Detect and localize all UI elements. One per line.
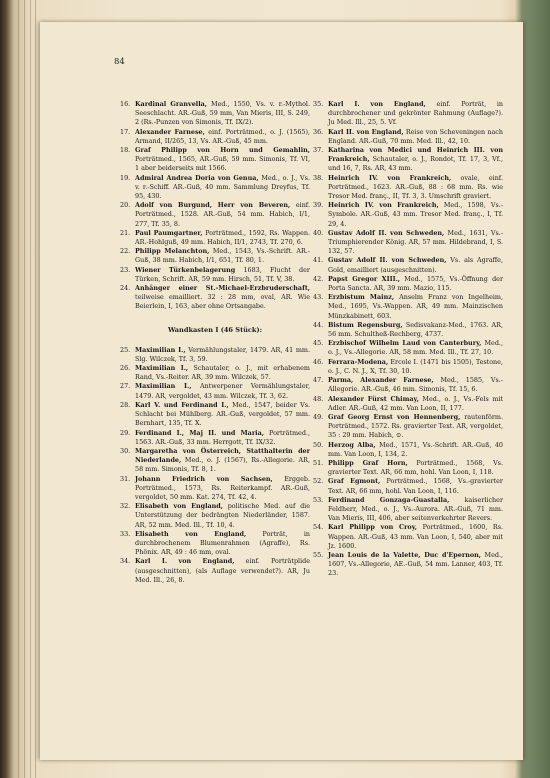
- entry-description: einf. Porträt, in durchbrochener und gekrönter Rahmung (Auflage?). Ju Med. Ill., 25, 5. Vf.: [328, 100, 503, 127]
- entry-number: 33.: [120, 529, 131, 538]
- catalog-entry: [313, 256, 503, 274]
- catalog-entry: [120, 100, 310, 128]
- entry-text: [135, 364, 310, 382]
- catalog-entry: [313, 413, 503, 441]
- entry-number: 20.: [120, 201, 131, 210]
- entry-description: einf. Porträtmed., o. J. (1565), Armand, II/265, 13, Vs. AR.-Guß, 45 mm.: [135, 127, 310, 145]
- entry-description: Med., 1571, Vs.-Schrift. AR.-Guß, 40 mm. Van Loon, I, 134, 2.: [328, 440, 503, 458]
- entry-text: [328, 100, 503, 128]
- entry-description: kaiserlicher Feldherr, Med., o. J., Vs.-Aurora. AR.-Guß, 71 mm. Van Mieris, III, 406, aber seitenverkehrter Revers.: [328, 495, 504, 523]
- catalog-entry: [313, 293, 503, 321]
- entry-name: Kardinal Granvella,: [135, 100, 207, 108]
- catalog-entry: [313, 201, 503, 229]
- catalog-entry: [120, 447, 310, 475]
- entry-description: Porträt, in durchbrochenem Blumenrahmen (Agraffe), Rs. Phönix. AR, 49 : 46 mm, oval.: [135, 529, 310, 557]
- entry-number: 29.: [120, 428, 131, 437]
- entry-number: 28.: [120, 400, 131, 409]
- entry-name: Karl I. von England,: [328, 100, 426, 108]
- entry-text: [135, 266, 310, 284]
- page-edge: [24, 0, 25, 778]
- entry-description: einf. Porträtplide (ausgeschnitten), (als Auflage verwendet?). AR, Ju Med. Ill., 26, 8.: [135, 557, 310, 584]
- entry-description: Med., 1575, Vs.-Öffnung der Porta Sancta. AR, 39 mm. Mazio, 115.: [328, 274, 503, 293]
- catalog-entry: [120, 530, 310, 558]
- entry-description: Porträtmed., 1568, Vs. gravierter Text. AR, 66 mm, hohl. Van Loon, I, 118.: [328, 458, 503, 477]
- entry-list-b: [120, 346, 310, 585]
- entry-description: Porträtmed., 1565, AR.-Guß, 59 mm. Simonis, Tf. VI, 1 aber beiderseits mit 1566.: [135, 155, 310, 173]
- entry-number: 23.: [120, 265, 131, 274]
- entry-number: 32.: [120, 502, 131, 511]
- entry-description: politische Med. auf die Unterstützung der bedrängten Niederländer, 1587. AR, 52 mm. Med. Ill., Tf. 10, 4.: [135, 502, 310, 529]
- entry-number: 30.: [120, 446, 131, 455]
- entry-description: Med., 1631, Vs.-Triumphierender König. AR, 57 mm. Hildebrand, I, S. 132, 57.: [328, 228, 503, 256]
- entry-name: Graf Georg Ernst von Hennenberg,: [328, 412, 461, 421]
- entry-description: ovale, einf. Porträtmed., 1623. AR.-Guß, 88 : 68 mm. Rs. wie Tresor Med. franç., II, Tf. 3, 3. Umschrift graviert.: [328, 173, 503, 201]
- entry-name: Philipp Melanchton,: [135, 247, 210, 256]
- entry-description: Med., 1585, Vs.-Allegorie. AR.-Guß, 46 mm. Simonis, Tf. 15, 6.: [328, 376, 503, 394]
- entry-description: Med., 1550, Vs. v. r.-Mythol. Seeschlacht. AR.-Guß, 59 mm, Van Mieris, III, S. 249, 2 (Rs.-Punzen von Simonis, Tf. IX/2).: [135, 100, 310, 127]
- entry-description: Med., o. J. (1567), Rs.-Allegorie. AR, 58 mm. Simonis, Tf. 8, 1.: [135, 456, 310, 474]
- entry-description: Antwerpener Vermählungstaler, 1479. AR, vergoldet, 43 mm. Wilczek, Tf. 3, 62.: [135, 382, 311, 400]
- entry-number: 49.: [313, 412, 324, 421]
- entry-text: [135, 530, 310, 558]
- catalog-entry: [313, 146, 503, 174]
- entry-name: Adolf von Burgund, Herr von Beveren,: [135, 201, 291, 210]
- catalog-entry: [313, 174, 503, 202]
- entry-text: [135, 247, 310, 265]
- entry-text: [135, 128, 310, 146]
- catalog-entry: [313, 395, 503, 413]
- entry-name: Gustav Adolf II. von Schweden,: [328, 256, 447, 265]
- entry-name: Margaretha von Österreich, Statthalterin der Niederlande,: [135, 446, 310, 465]
- entry-name: Elisabeth von England,: [135, 529, 247, 538]
- entry-number: 50.: [313, 440, 324, 449]
- entry-name: Anhänger einer St.-Michael-Erzbruderschaft,: [135, 284, 310, 293]
- entry-description: Reise von Scheveningen nach England. AR.-Guß, 70 mm. Med. Ill., 42, 10.: [328, 127, 503, 145]
- catalog-entry: [120, 247, 310, 265]
- entry-name: Elisabeth von England,: [135, 502, 223, 511]
- entry-text: [135, 382, 310, 400]
- entry-description: teilweise emailliert. 32 : 28 mm, oval, AR. Wie Beierlein, I, 163, aber ohne Ortsangabe.: [135, 293, 310, 311]
- entry-description: Med., o. J., Vs.-Fels mit Adler. AR.-Guß, 42 mm. Van Loon, II, 177.: [328, 394, 503, 412]
- catalog-entry: [313, 477, 503, 495]
- catalog-entry: [120, 557, 310, 585]
- catalog-entry: [313, 321, 503, 339]
- entry-description: Anselm Franz von Ingelheim, Med., 1695, Vs.-Wappen. AR, 49 mm. Mainzischen Münzkabinett, 603.: [328, 293, 503, 320]
- entry-text: [135, 146, 310, 174]
- entry-number: 42.: [313, 274, 324, 283]
- catalog-entry: [120, 201, 310, 229]
- entry-number: 16.: [120, 100, 131, 108]
- entry-number: 52.: [313, 477, 324, 486]
- catalog-entry: [120, 382, 310, 400]
- entry-name: Ferdinand I., Maj II. und Maria,: [135, 428, 264, 437]
- entry-name: Admiral Andrea Doria von Genua,: [135, 173, 259, 182]
- entry-name: Gustav Adolf II. von Schweden,: [328, 228, 445, 237]
- entry-number: 46.: [313, 357, 324, 366]
- entry-number: 24.: [120, 284, 131, 293]
- entry-description: Vermählungstaler, 1479. AR, 41 mm. Slg. Wilczek, Tf. 3, 59.: [135, 345, 310, 363]
- catalog-entry: [313, 339, 503, 357]
- entry-text: [328, 523, 503, 551]
- entry-number: 37.: [313, 146, 324, 155]
- entry-description: Med., o. J., Vs. v. r.-Schiff. AR.-Guß, 40 mm. Sammlung Dreyfus, Tf. 95, 430.: [135, 173, 310, 201]
- entry-text: [135, 201, 310, 229]
- entry-text: [328, 551, 503, 579]
- entry-name: Karl Philipp von Croy,: [328, 523, 418, 532]
- entry-name: Ferrara-Modena,: [328, 357, 389, 366]
- page-number: 84: [114, 57, 125, 67]
- entry-name: Erzbischof Wilhelm Laud von Canterbury,: [328, 339, 482, 348]
- entry-text: [328, 321, 503, 339]
- entry-number: 51.: [313, 458, 324, 467]
- entry-number: 55.: [313, 550, 324, 559]
- entry-text: [135, 475, 310, 503]
- catalog-entry: [313, 358, 503, 376]
- entry-number: 34.: [120, 557, 131, 566]
- entry-number: 19.: [120, 173, 131, 182]
- catalog-entry: [313, 496, 503, 524]
- entry-text: [135, 284, 310, 312]
- entry-text: [328, 496, 503, 524]
- page-edge: [35, 0, 36, 778]
- entry-name: Parma, Alexander Farnese,: [328, 376, 434, 385]
- page-edge: [30, 0, 31, 778]
- catalog-entry: [313, 459, 503, 477]
- entry-number: 22.: [120, 247, 131, 256]
- entry-number: 47.: [313, 376, 324, 385]
- catalog-entry: [313, 100, 503, 128]
- entry-description: Ercole I. (1471 bis 1505), Testone, o. J., C. N. J., X, Tf. 30, 10.: [328, 357, 503, 375]
- entry-text: [135, 502, 310, 530]
- entry-description: einf. Porträtmed., 1528. AR.-Guß, 54 mm. Habich, I/1, 277, Tf. 35, 8.: [135, 201, 310, 228]
- entry-number: 53.: [313, 495, 324, 504]
- entry-text: [328, 339, 503, 357]
- entry-description: Vs. als Agraffe, Gold, emailliert (ausgeschnitten).: [328, 256, 503, 274]
- entry-description: Porträtmed., 1592, Rs. Wappen. AR.-Hohlguß, 49 mm. Habich, II/1, 2743, Tf. 270, 6.: [135, 228, 311, 247]
- entry-name: Jean Louis de la Valette, Duc d'Epernon,: [328, 550, 481, 559]
- catalog-entry: [120, 364, 310, 382]
- entry-description: Med., 1607, Vs.-Allegorie, AE.-Guß, 54 mm. Lanner, 403, Tf. 23.: [328, 550, 504, 578]
- entry-number: 48.: [313, 394, 324, 403]
- entry-text: [328, 146, 503, 174]
- entry-text: [328, 256, 503, 274]
- entry-number: 27.: [120, 382, 131, 391]
- entry-text: [135, 174, 310, 202]
- catalog-entry: [120, 128, 310, 146]
- entry-number: 38.: [313, 173, 324, 182]
- left-column: [120, 100, 310, 585]
- catalog-entry: [120, 266, 310, 284]
- entry-description: Porträtmed., 1563. AR.-Guß, 33 mm. Herrgott, Tf. IX/32.: [135, 428, 310, 446]
- catalog-entry: [120, 174, 310, 202]
- entry-number: 26.: [120, 364, 131, 373]
- catalog-entry: [313, 275, 503, 293]
- entry-description: 1683, Flucht der Türken, Schrift. AR, 59 mm. Hirsch, 51, Tf. V, 38.: [135, 265, 310, 283]
- catalog-entry: [120, 146, 310, 174]
- entry-number: 21.: [120, 228, 131, 237]
- entry-description: Med., 1598, Vs.-Symbole. AR.-Guß, 43 mm. Tresor Med. franç., I, Tf. 29, 4.: [328, 201, 503, 228]
- entry-name: Herzog Alba,: [328, 440, 376, 449]
- entry-text: [135, 100, 310, 128]
- entry-name: Johann Friedrich von Sachsen,: [135, 474, 273, 483]
- catalog-entry: [313, 441, 503, 459]
- entry-number: 35.: [313, 100, 324, 108]
- right-column: [313, 100, 503, 579]
- catalog-entry: [313, 128, 503, 146]
- entry-text: [328, 201, 503, 229]
- entry-name: Papst Gregor XIII.,: [328, 274, 401, 283]
- entry-name: Maximilian I.,: [135, 345, 186, 354]
- entry-name: Karl V. und Ferdinand I.,: [135, 400, 229, 409]
- entry-number: 25.: [120, 345, 131, 354]
- entry-name: Bistum Regensburg,: [328, 320, 403, 329]
- entry-name: Graf Philipp von Horn und Gemahlin,: [135, 146, 310, 155]
- entry-name: Wiener Türkenbelagerung: [135, 265, 236, 274]
- entry-text: [328, 376, 503, 394]
- entry-name: Maximilian I.,: [135, 382, 192, 391]
- entry-text: [328, 128, 503, 146]
- entry-number: 36.: [313, 127, 324, 136]
- entry-text: [328, 413, 503, 441]
- entry-text: [328, 441, 503, 459]
- entry-number: 18.: [120, 146, 131, 155]
- entry-description: Med., 1547, beider Vs. Schlacht bei Mühlberg. AR.-Guß, vergoldet, 57 mm. Bernhart, 135, Tf. X.: [135, 400, 310, 428]
- entry-name: Philipp Graf Horn,: [328, 458, 408, 467]
- catalog-entry: [120, 229, 310, 247]
- entry-description: Schautaler, o. J., Rondot, Tf. 17, 3, Vf., und 16, 7, Rs. AR, 43 mm.: [328, 155, 503, 173]
- entry-text: [328, 229, 503, 257]
- catalog-entry: [120, 429, 310, 447]
- entry-name: Graf Egmont,: [328, 477, 381, 486]
- catalog-entry: [313, 523, 503, 551]
- catalog-entry: [120, 502, 310, 530]
- entry-text: [135, 229, 310, 247]
- entry-text: [328, 293, 503, 321]
- entry-list-a: [120, 100, 310, 312]
- catalog-entry: [313, 376, 503, 394]
- entry-description: rautenförm. Porträtmed., 1572. Rs. gravierter Text. AR, vergoldet, 35 : 29 mm. Habich, ⊙.: [328, 412, 503, 440]
- catalog-entry: [120, 346, 310, 364]
- entry-name: Heinrich IV. von Frankreich,: [328, 173, 452, 182]
- entry-name: Karl II. von England,: [328, 127, 404, 136]
- entry-text: [135, 447, 310, 475]
- entry-number: 40.: [313, 228, 324, 237]
- entry-number: 54.: [313, 523, 324, 532]
- entry-name: Maximilian I.,: [135, 364, 189, 373]
- section-heading: Wandkasten I (46 Stück):: [167, 325, 263, 334]
- entry-text: [135, 557, 310, 585]
- entry-number: 43.: [313, 293, 324, 302]
- entry-description: Med., o. J., Vs.-Allegorie. AR, 58 mm. Med. Ill., Tf. 27, 10.: [328, 339, 503, 357]
- entry-number: 17.: [120, 127, 131, 136]
- catalog-entry: [313, 229, 503, 257]
- entry-text: [328, 459, 503, 477]
- entry-name: Paul Paumgartner,: [135, 228, 203, 237]
- entry-text: [328, 174, 503, 202]
- entry-number: 44.: [313, 320, 324, 329]
- entry-description: Porträtmed., 1568, Vs.-gravierter Text. AR, 66 mm, hohl. Van Loon, I, 116.: [328, 477, 503, 495]
- entry-name: Alexander Fürst Chimay,: [328, 394, 419, 403]
- entry-name: Ferdinand Gonzaga-Guastalla,: [328, 495, 450, 504]
- entry-text: [328, 358, 503, 376]
- entry-description: Schautaler, o. J., mit erhabenem Rand, Vs.-Reiter. AR, 39 mm. Wilczek, 57.: [135, 364, 310, 382]
- entry-text: [135, 346, 310, 364]
- entry-list-c: [313, 100, 503, 579]
- entry-description: Erggeb. Porträtmed., 1573, Rs. Reiterkampf. AR.-Guß, vergoldet, 50 mm. Kat. 274, Tf. 42, 4.: [135, 474, 310, 501]
- entry-number: 45.: [313, 339, 324, 348]
- entry-text: [328, 477, 503, 495]
- entry-name: Heinrich IV. von Frankreich,: [328, 201, 439, 210]
- catalog-entry: [120, 401, 310, 429]
- entry-text: [135, 401, 310, 429]
- catalog-entry: [313, 551, 503, 579]
- entry-number: 39.: [313, 201, 324, 210]
- entry-text: [328, 275, 503, 293]
- entry-number: 31.: [120, 474, 131, 483]
- entry-text: [328, 395, 503, 413]
- entry-number: 41.: [313, 256, 324, 265]
- entry-description: Med., 1543, Vs.-Schrift. AR.-Guß, 38 mm. Habich, I/1, 651, Tf. 80, 1.: [135, 247, 310, 265]
- page-edge: [18, 0, 19, 778]
- entry-description: Sedisvakanz-Med., 1763. AR, 56 mm. Schultheß-Rechberg, 4737.: [328, 320, 503, 339]
- entry-text: [135, 429, 310, 447]
- catalog-entry: [120, 475, 310, 503]
- entry-name: Alexander Farnese,: [135, 127, 205, 136]
- entry-name: Erzbistum Mainz,: [328, 293, 395, 302]
- catalog-entry: [120, 284, 310, 312]
- entry-description: Porträtmed., 1600, Rs. Wappen. AR.-Guß, 43 mm. Van Loon, I, 540, aber mit Jz. 1600.: [328, 523, 504, 550]
- entry-name: Karl I. von England,: [135, 557, 235, 566]
- entry-name: Katharina von Medici und Heinrich III. von Frankreich,: [328, 146, 503, 164]
